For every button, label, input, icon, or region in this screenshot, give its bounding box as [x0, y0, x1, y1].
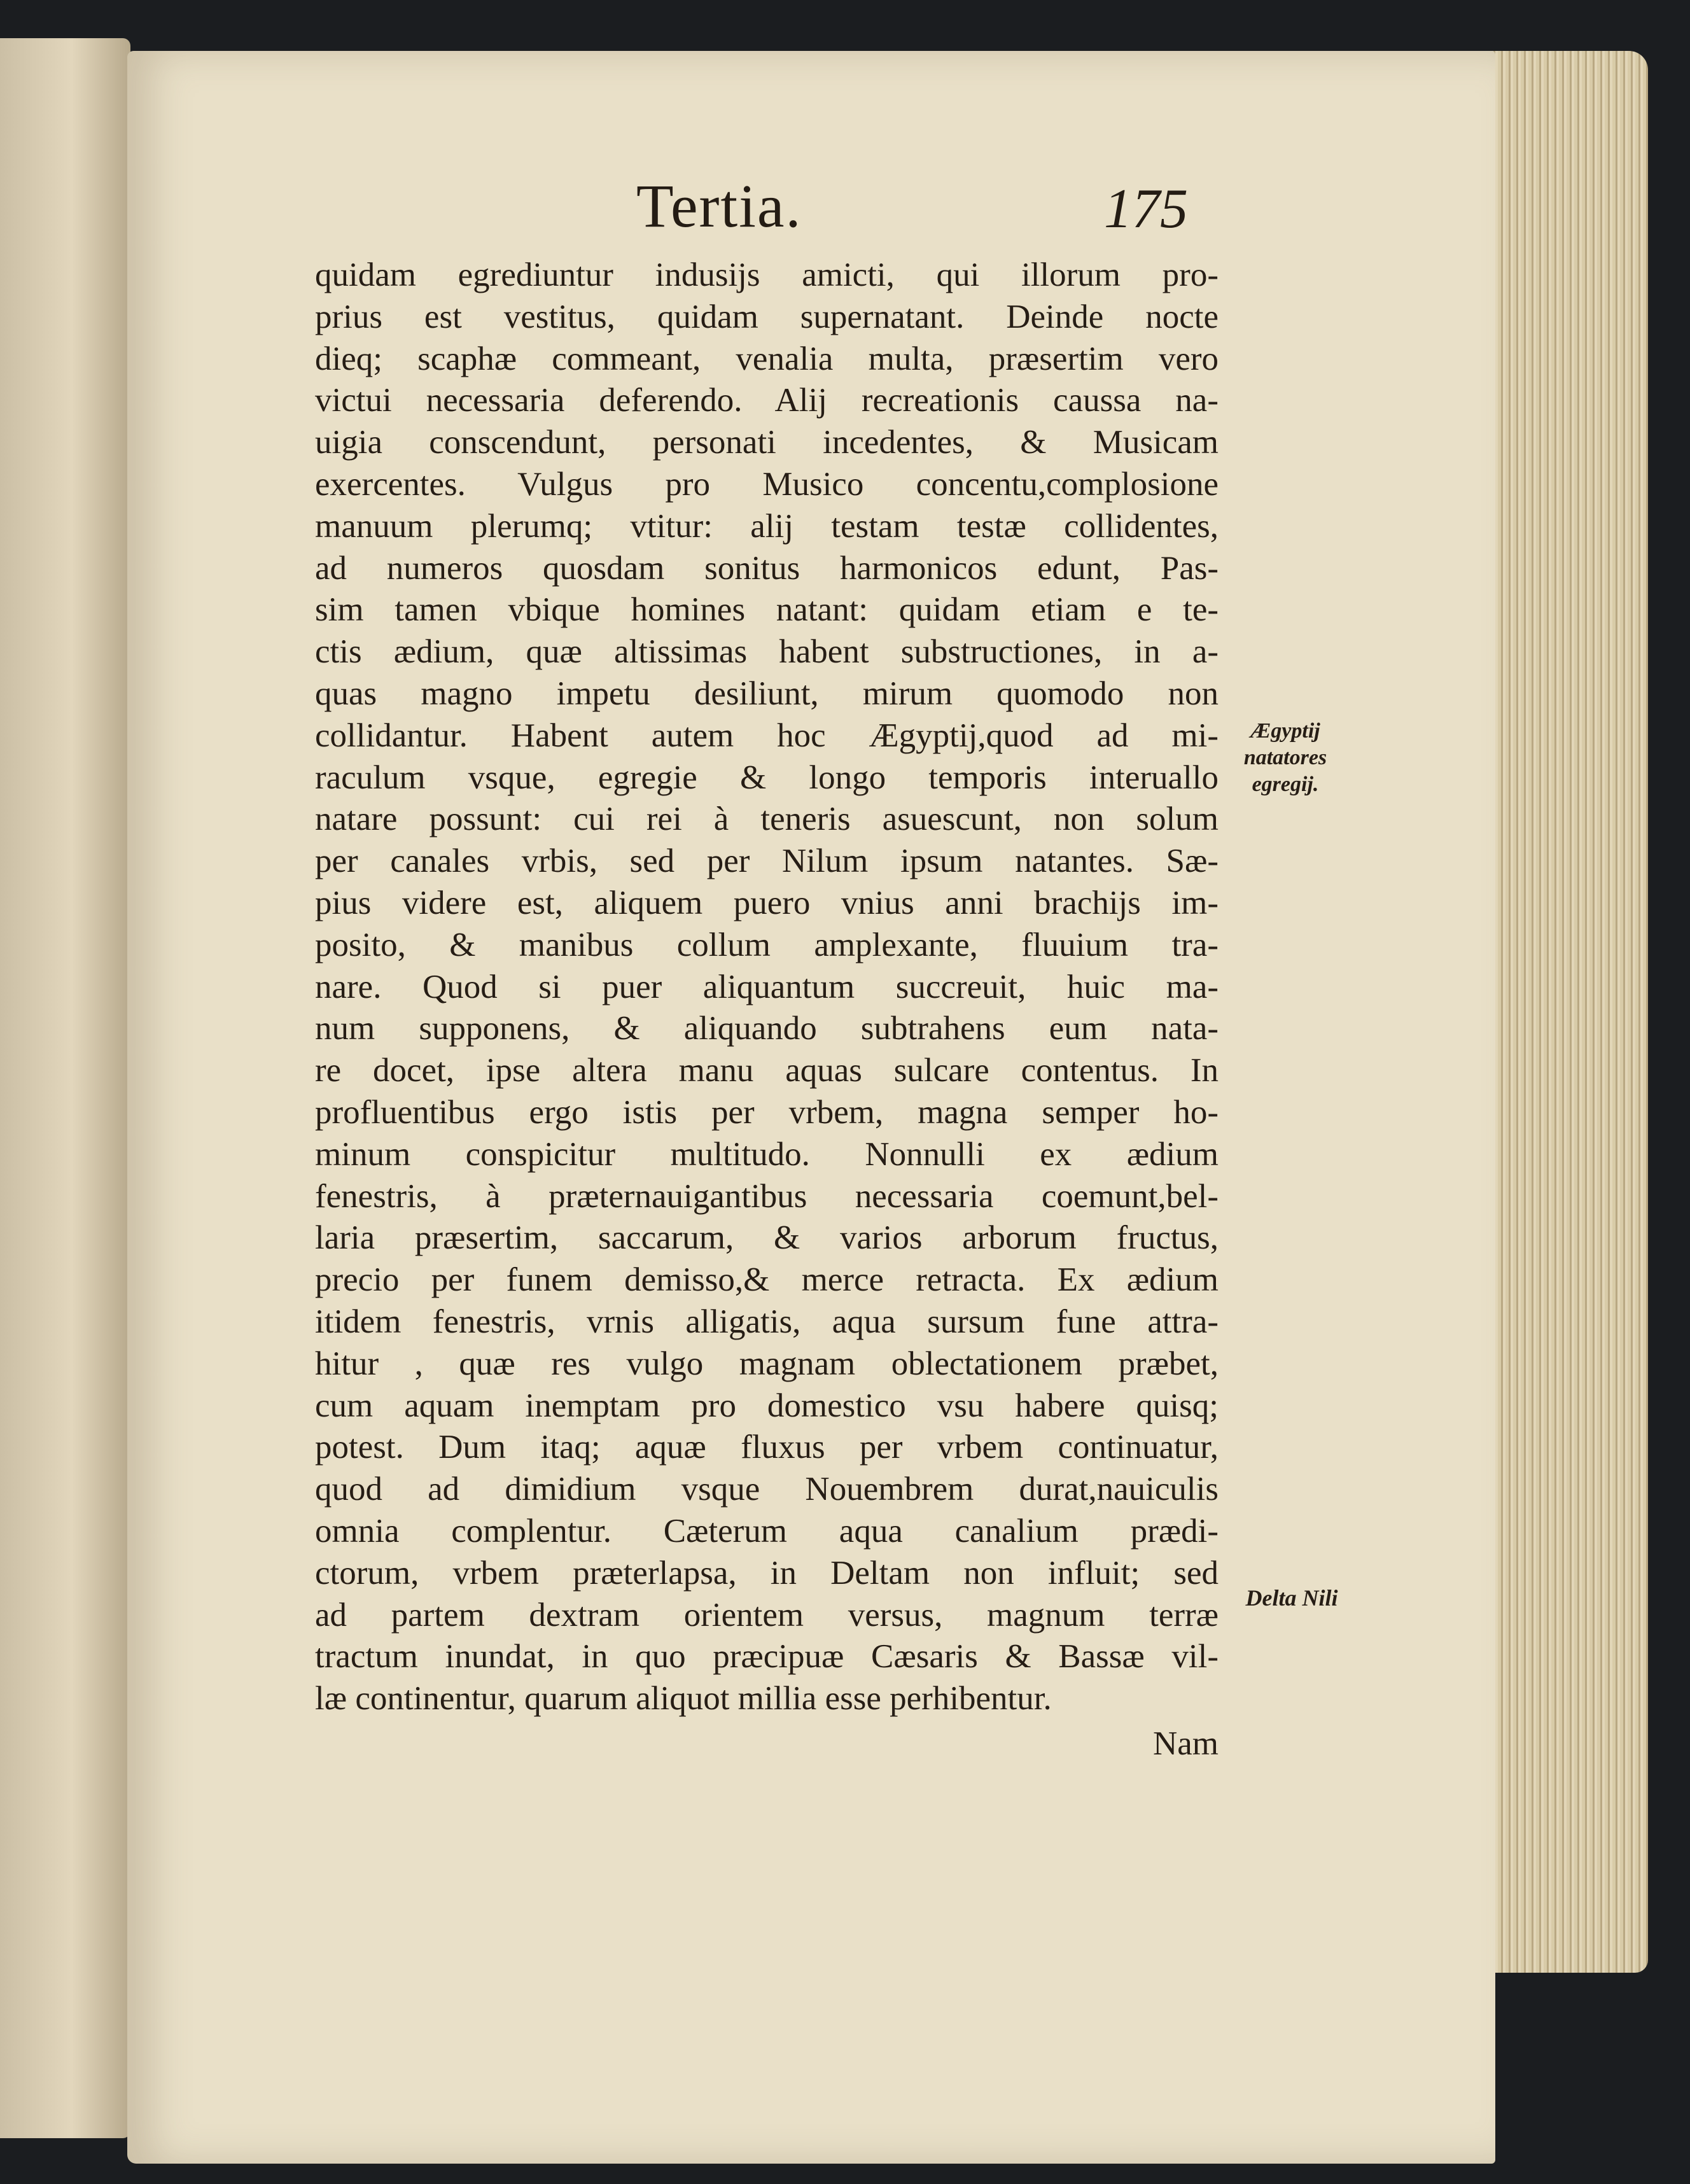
text-line: ctorum, vrbem præterlapsa, in Deltam non influit; sed — [315, 1554, 1219, 1592]
margin-note-line: Ægyptij — [1250, 719, 1320, 743]
fore-edge-leaves — [1483, 51, 1648, 1973]
text-line: ctis ædium, quæ altissimas habent substructiones, in a- — [315, 633, 1219, 671]
text-line: manuum plerumq; vtitur: alij testam testæ collidentes, — [315, 507, 1219, 545]
text-line: tractum inundat, in quo præcipuæ Cæsaris & Bassæ vil- — [315, 1638, 1219, 1676]
text-line: læ continentur, quarum aliquot millia esse perhibentur. — [315, 1680, 1052, 1718]
facing-page-edge — [0, 38, 130, 2138]
text-line: laria præsertim, saccarum, & varios arborum fructus, — [315, 1219, 1219, 1257]
text-line: hitur , quæ res vulgo magnam oblectationem præbet, — [315, 1345, 1219, 1382]
text-line: victui necessaria deferendo. Alij recreationis caussa na- — [315, 382, 1219, 419]
text-line: omnia complentur. Cæterum aqua canalium prædi- — [315, 1512, 1219, 1550]
text-line: dieq; scaphæ commeant, venalia multa, præsertim vero — [315, 340, 1219, 377]
text-line: profluentibus ergo istis per vrbem, magna semper ho- — [315, 1093, 1219, 1131]
text-line: posito, & manibus collum amplexante, fluuium tra- — [315, 926, 1219, 963]
text-line: num supponens, & aliquando subtrahens eum nata- — [315, 1010, 1219, 1047]
text-line: quidam egrediuntur indusijs amicti, qui illorum pro- — [315, 256, 1219, 293]
text-line: precio per funem demisso,& merce retracta. Ex ædium — [315, 1261, 1219, 1299]
text-line: potest. Dum itaq; aquæ fluxus per vrbem continuatur, — [315, 1429, 1219, 1466]
text-line: itidem fenestris, vrnis alligatis, aqua sursum fune attra- — [315, 1303, 1219, 1340]
text-line: fenestris, à præternauigantibus necessaria coemunt,bel- — [315, 1177, 1219, 1215]
text-line: quas magno impetu desiliunt, mirum quomodo non — [315, 675, 1219, 712]
text-line: uigia conscendunt, personati incedentes, & Musicam — [315, 424, 1219, 461]
page-number: 175 — [1104, 178, 1188, 240]
catchword: Nam — [1152, 1725, 1219, 1762]
text-line: prius est vestitus, quidam supernatant. Deinde nocte — [315, 298, 1219, 335]
text-line: raculum vsque, egregie & longo temporis interuallo — [315, 759, 1219, 796]
text-line: ad numeros quosdam sonitus harmonicos edunt, Pas- — [315, 549, 1219, 587]
running-title: Tertia. — [636, 172, 802, 240]
margin-note-aegyptij-natatores — [1222, 718, 1349, 798]
text-line: nare. Quod si puer aliquantum succreuit, huic ma- — [315, 968, 1219, 1005]
text-line: collidantur. Habent autem hoc Ægyptij,quod ad mi- — [315, 717, 1219, 754]
margin-note-line: natatores — [1243, 746, 1327, 769]
text-line: minum conspicitur multitudo. Nonnulli ex ædium — [315, 1135, 1219, 1173]
text-line: cum aquam inemptam pro domestico vsu habere quisq; — [315, 1387, 1219, 1424]
text-line: per canales vrbis, sed per Nilum ipsum natantes. Sæ- — [315, 843, 1219, 880]
text-line: re docet, ipse altera manu aquas sulcare contentus. In — [315, 1052, 1219, 1089]
text-line: natare possunt: cui rei à teneris asuescunt, non solum — [315, 801, 1219, 838]
text-line: ad partem dextram orientem versus, magnum terræ — [315, 1596, 1219, 1634]
body-text — [315, 255, 1219, 1765]
text-line: exercentes. Vulgus pro Musico concentu,complosione — [315, 465, 1219, 503]
text-line: sim tamen vbique homines natant: quidam etiam e te- — [315, 591, 1219, 629]
margin-note-delta-nili: Delta Nili — [1245, 1585, 1338, 1611]
margin-note-line: egregij. — [1252, 773, 1319, 796]
text-line: quod ad dimidium vsque Nouembrem durat,nauiculis — [315, 1471, 1219, 1508]
text-line: pius videre est, aliquem puero vnius anni brachijs im- — [315, 884, 1219, 921]
